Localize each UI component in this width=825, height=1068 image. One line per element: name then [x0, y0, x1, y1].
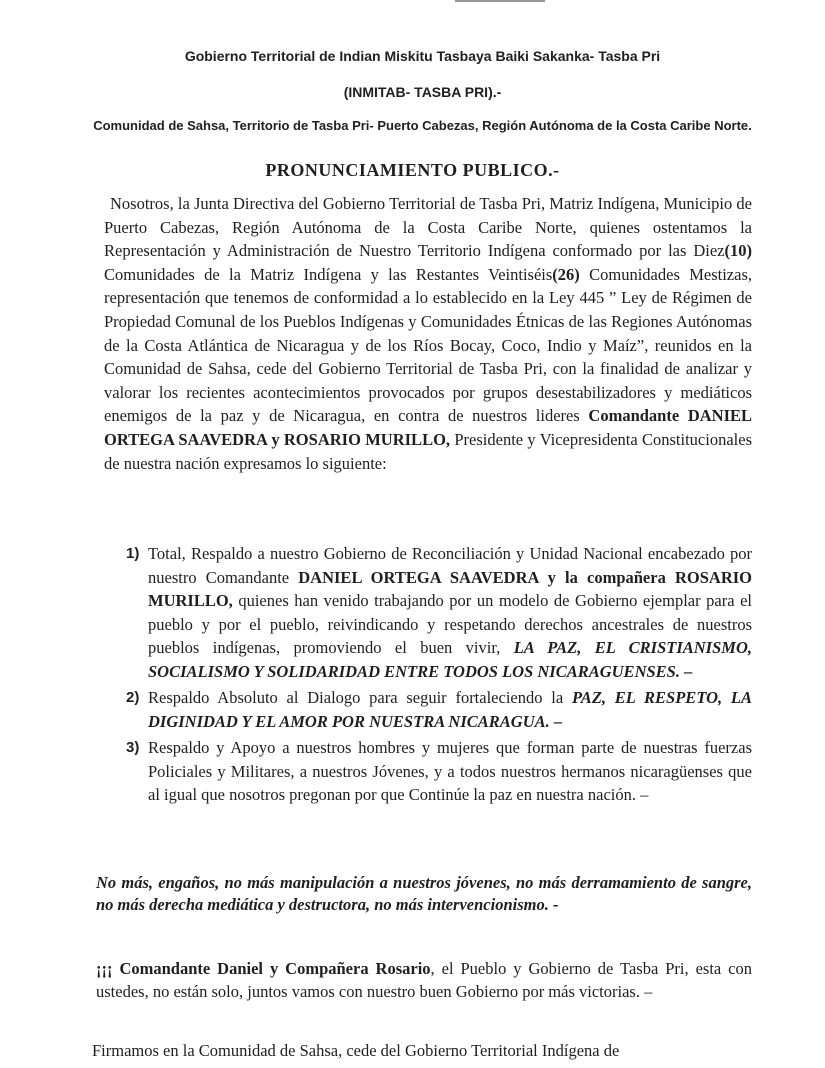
- list-item: [104, 686, 752, 733]
- list-item-number: 2): [126, 689, 140, 706]
- intro-paragraph: [104, 192, 752, 475]
- scan-mark: [455, 0, 545, 6]
- intro-text-1: Nosotros, la Junta Directiva del Gobierno Territorial de Tasba Pri, Matriz Indígena, Municipio de Puerto Cabezas, Región Autónoma de la Costa Caribe Norte, quienes ostentamos la Representación y Administración de Nuestro Territorio Indígena conformado por las Diez: [104, 194, 752, 261]
- list-item-number: 1): [126, 545, 140, 562]
- final-paragraph: [96, 958, 752, 1003]
- final-text: , el Pueblo y Gobierno de Tasba Pri, esta con ustedes, no están solo, juntos vamos con nuestro buen Gobierno por más victorias. –: [96, 959, 753, 1001]
- intro-text-3: Comunidades Mestizas, representación que tenemos de conformidad a lo establecido en la Ley 445 ” Ley de Régimen de Propiedad Comunal de los Pueblos Indígenas y Comunidades Étnicas de las Regiones Autónomas de la Costa Atlántica de Nicaragua y de los Ríos Bocay, Coco, Indio y Maíz”, reunidos en la Comunidad de Sahsa, cede del Gobierno Territorial de Tasba Pri, con la finalidad de analizar y valorar los recientes acontecimientos provocados por grupos desestabilizadores y mediáticos enemigos de la paz y de Nicaragua, en contra de nuestros lideres: [104, 264, 752, 426]
- list-item-number: 3): [126, 739, 140, 756]
- intro-text-2: Comunidades de la Matriz Indígena y las Restantes Veintiséis: [104, 264, 553, 284]
- list-item-text: Respaldo y Apoyo a nuestros hombres y mujeres que forman parte de nuestras fuerzas Policiales y Militares, a nuestros Jóvenes, y a todos nuestros hermanos nicaragüenses que al igual que nosotros pregonan por que Continúe la paz en nuestra nación. –: [148, 738, 752, 804]
- list-item-emphasis: LA PAZ, EL CRISTIANISMO, SOCIALISMO Y SOLIDARIDAD ENTRE TODOS LOS NICARAGUENSES. –: [148, 638, 752, 681]
- list-item-text: quienes han venido trabajando por un modelo de Gobierno ejemplar para el pueblo y por el pueblo, reivindicando y respetando derechos ancestrales de nuestros pueblos indígenas, promoviendo el buen vivir,: [148, 591, 752, 657]
- list-item-text: Total, Respaldo a nuestro Gobierno de Reconciliación y Unidad Nacional encabezado por nuestro Comandante: [148, 544, 752, 587]
- list-item-bold: DANIEL ORTEGA SAAVEDRA y la compañera ROSARIO MURILLO,: [148, 567, 752, 610]
- list-item-emphasis: PAZ, EL RESPETO, LA DIGINIDAD Y EL AMOR POR NUESTRA NICARAGUA. –: [148, 688, 752, 731]
- list-item-text: Respaldo Absoluto al Dialogo para seguir fortaleciendo la: [148, 688, 572, 707]
- intro-number-26: (26): [552, 264, 580, 284]
- closing-statement: No más, engaños, no más manipulación a nuestros jóvenes, no más derramamiento de sangre, no más derecha mediática y destructora, no más intervencionismo. -: [96, 873, 752, 914]
- header-line-3: Comunidad de Sahsa, Territorio de Tasba Pri- Puerto Cabezas, Región Autónoma de la Costa Caribe Norte.: [93, 118, 752, 133]
- final-salutation: ¡¡¡ Comandante Daniel y Compañera Rosario: [96, 959, 431, 978]
- list-item: [104, 542, 752, 683]
- header-line-1: Gobierno Territorial de Indian Miskitu Tasbaya Baiki Sakanka- Tasba Pri: [184, 48, 661, 64]
- list-item: [104, 736, 752, 807]
- signature-line: Firmamos en la Comunidad de Sahsa, cede del Gobierno Territorial Indígena de: [92, 1041, 620, 1060]
- intro-text-4: Presidente y Vicepresidenta Constitucionales de nuestra nación expresamos lo siguiente:: [104, 429, 752, 473]
- intro-number-10: (10): [724, 241, 752, 261]
- header-line-2: (INMITAB- TASBA PRI).-: [343, 84, 502, 100]
- intro-leaders: Comandante DANIEL ORTEGA SAAVEDRA y ROSARIO MURILLO,: [104, 406, 753, 449]
- document-title: PRONUNCIAMIENTO PUBLICO.-: [265, 160, 560, 180]
- resolution-list: [104, 542, 752, 810]
